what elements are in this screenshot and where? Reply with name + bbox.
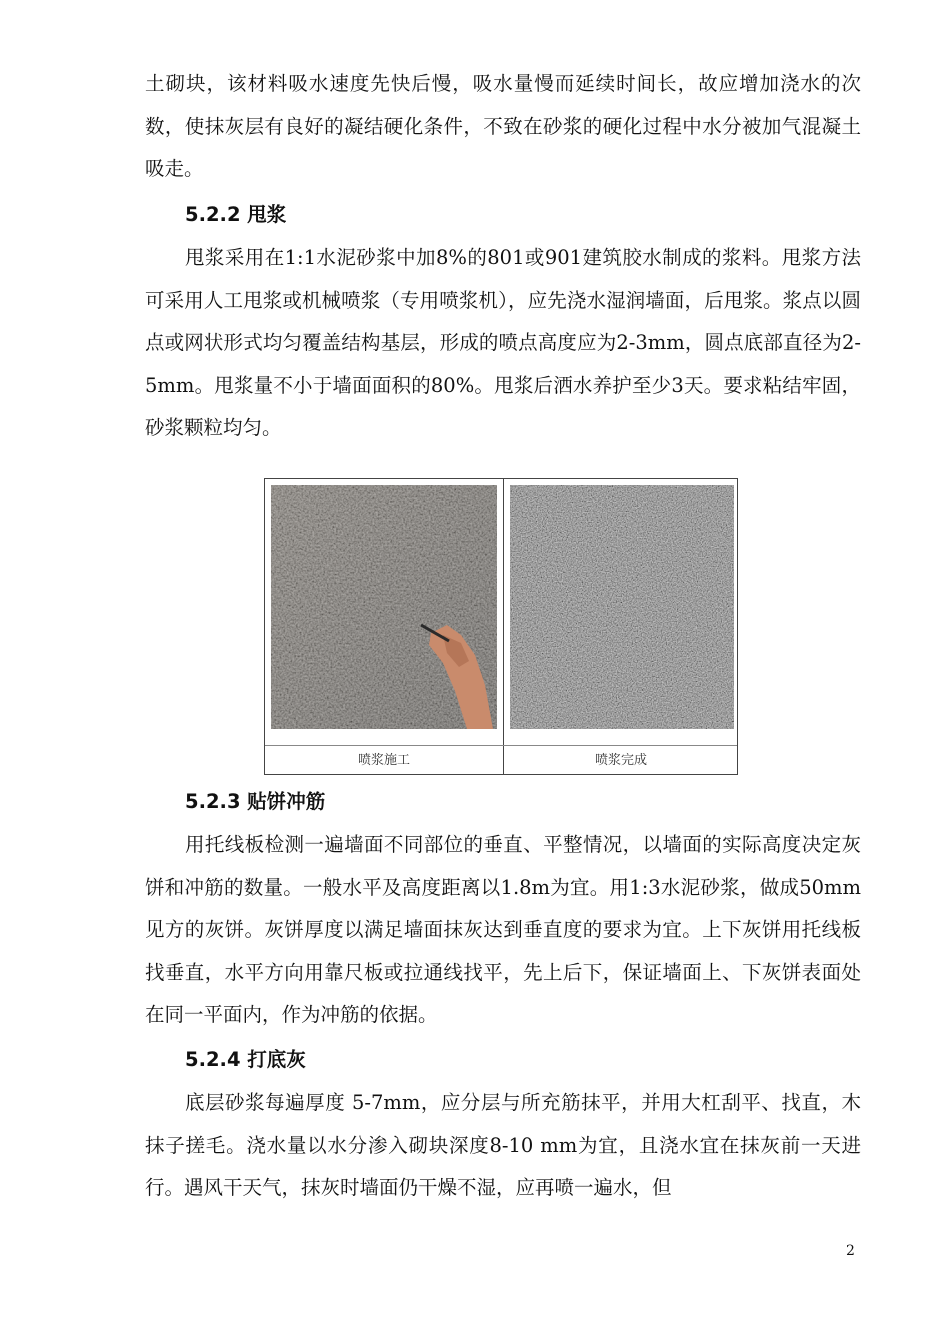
figure-column-divider [503,479,504,774]
figure-spray-photos [264,478,738,775]
photo-spraying-finished [510,485,734,729]
paragraph-plaster-pads: 用托线板检测一遍墙面不同部位的垂直、平整情况，以墙面的实际高度决定灰饼和冲筋的数量。一般水平及高度距离以1.8m为宜。用1:3水泥砂浆，做成50mm见方的灰饼。灰饼厚度以满足墙面抹灰达到垂直度的要求为宜。上下灰饼用托线板找垂直，水平方向用靠尺板或拉通线找平，先上后下，保证墙面上、下灰饼表面处在同一平面内，作为冲筋的依据。 [145,833,861,1026]
section-heading-5-2-2: 5.2.2 甩浆 [185,203,287,226]
caption-spraying-construction: 喷浆施工 [357,753,410,768]
section-heading-5-2-4: 5.2.4 打底灰 [185,1048,306,1071]
paragraph-spray-slurry: 甩浆采用在1:1水泥砂浆中加8%的801或901建筑胶水制成的浆料。甩浆方法可采用人工甩浆或机械喷浆（专用喷浆机），应先浇水湿润墙面，后甩浆。浆点以圆点或网状形式均匀覆盖结构基层，形成的喷点高度应为2-3mm，圆点底部直径为2-5mm。甩浆量不小于墙面面积的80%。甩浆后洒水养护至少3天。要求粘结牢固，砂浆颗粒均匀。 [145,246,861,439]
page-number: 2 [846,1243,855,1259]
caption-spraying-finished: 喷浆完成 [594,753,647,768]
paragraph-intro: 土砌块，该材料吸水速度先快后慢，吸水量慢而延续时间长，故应增加浇水的次数，使抹灰层有良好的凝结硬化条件，不致在砂浆的硬化过程中水分被加气混凝土吸走。 [145,72,861,180]
photo-spraying-construction [271,485,497,729]
paragraph-base-coat: 底层砂浆每遍厚度 5-7mm，应分层与所充筋抹平，并用大杠刮平、找直，木抹子搓毛。浇水量以水分渗入砌块深度8-10 mm为宜，且浇水宜在抹灰前一天进行。遇风干天气，抹灰时墙面仍干燥不湿，应再喷一遍水，但 [145,1091,861,1199]
section-heading-5-2-3: 5.2.3 贴饼冲筋 [185,790,326,813]
